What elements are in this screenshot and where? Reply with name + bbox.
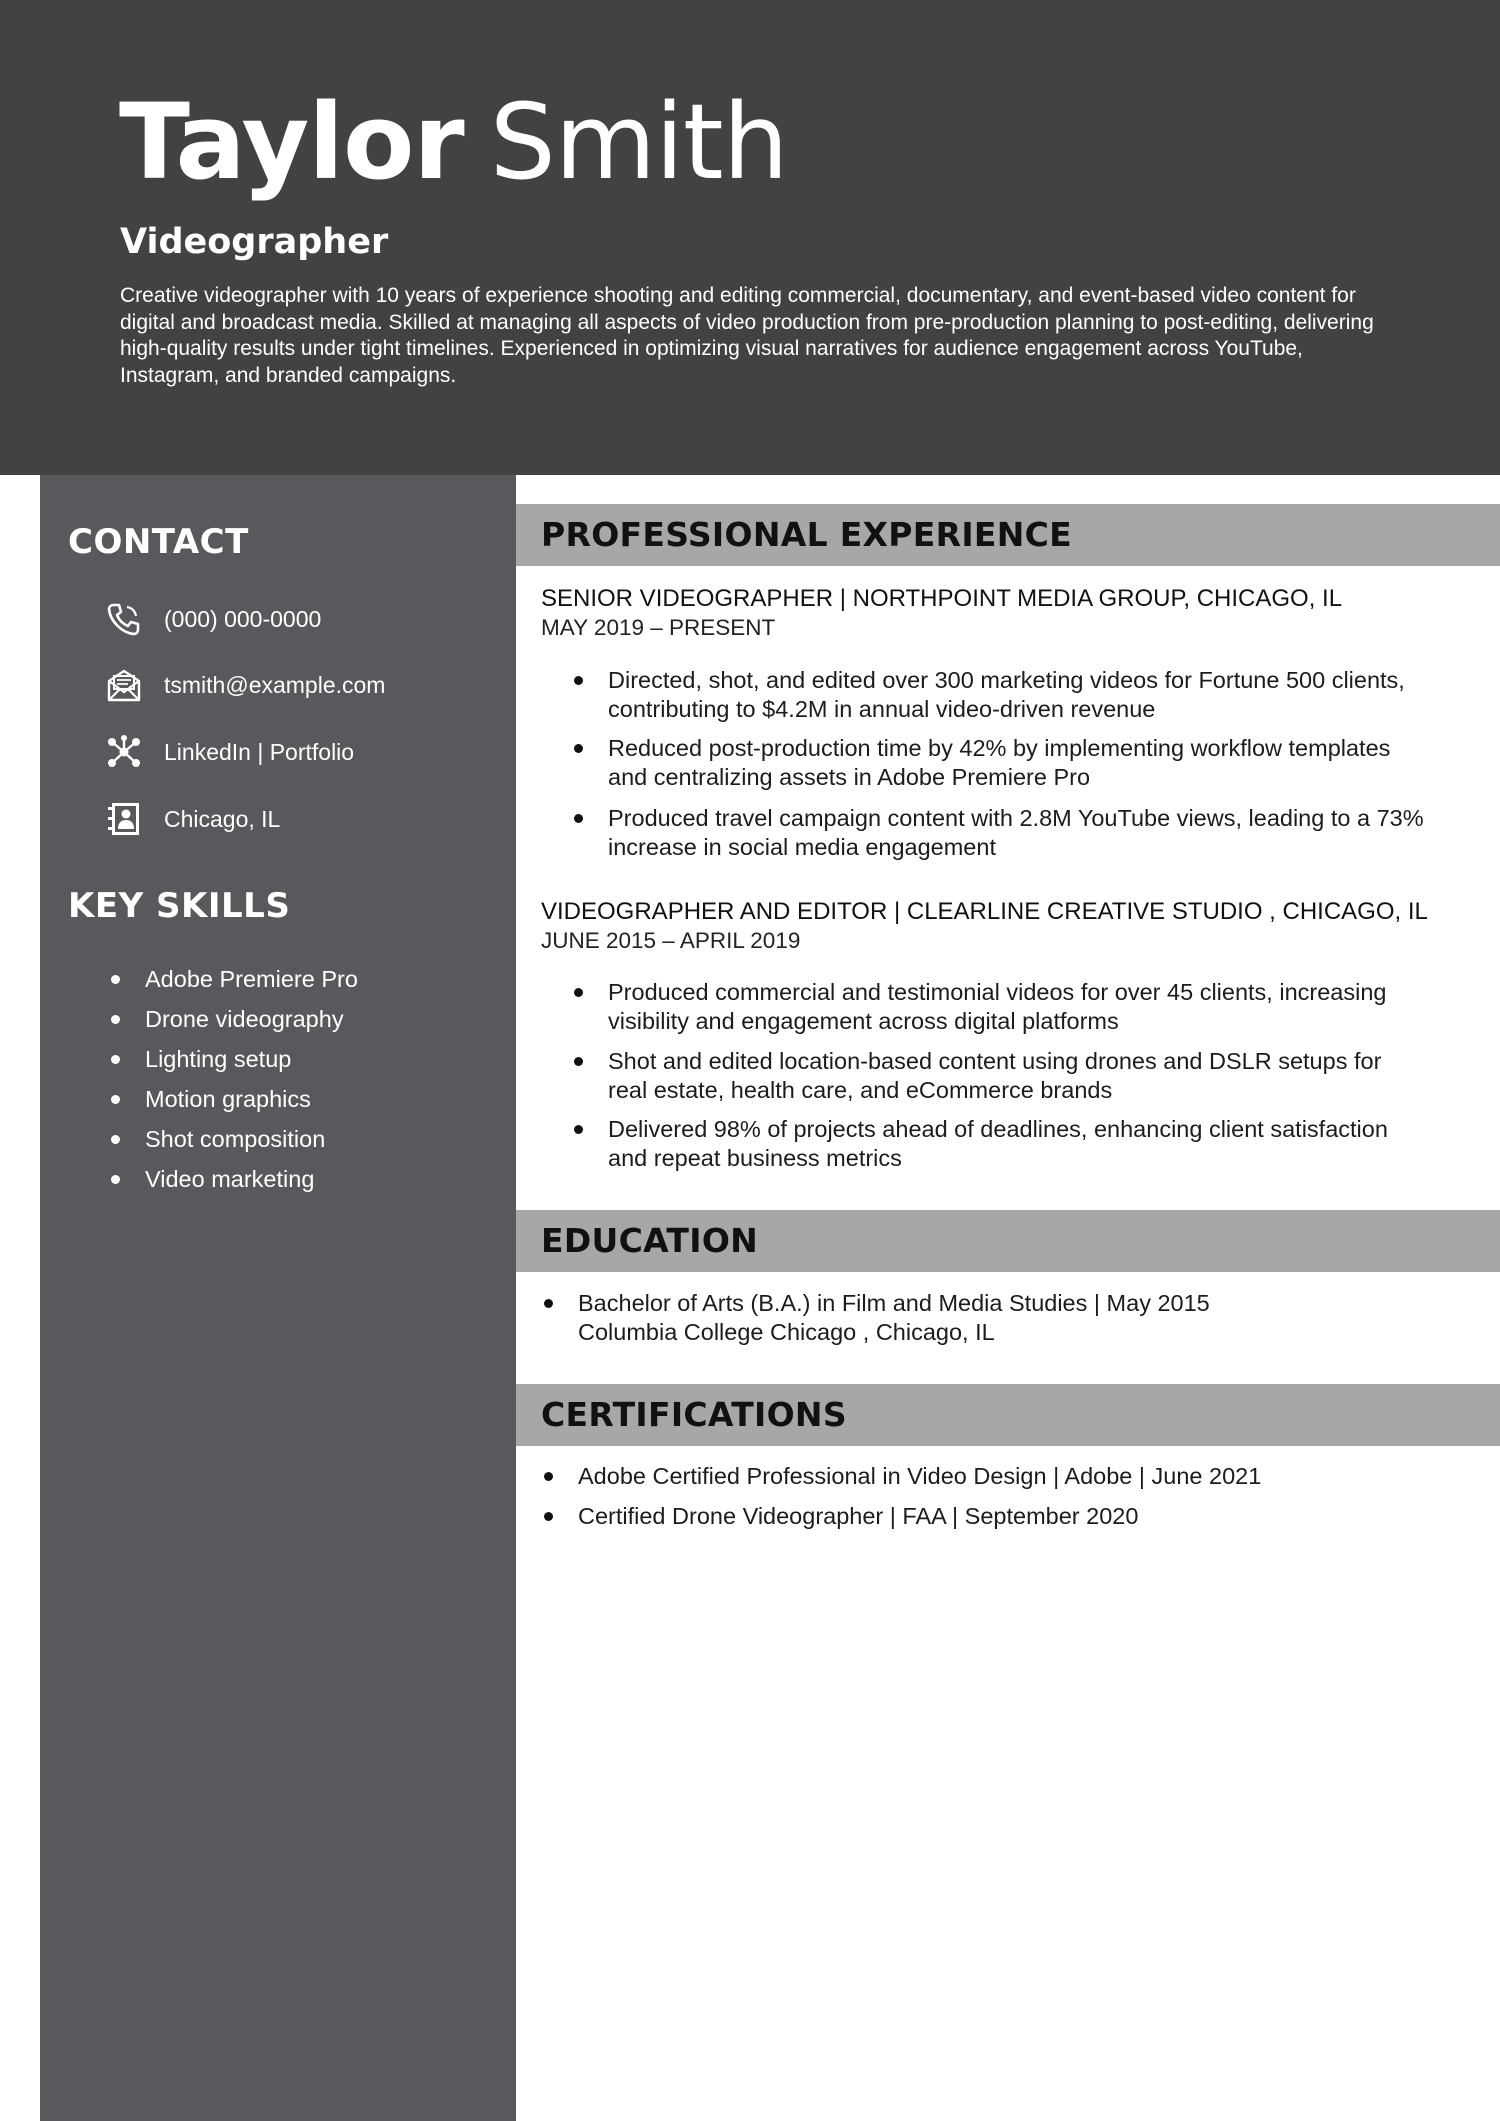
school-line: Columbia College Chicago , Chicago, IL <box>578 1318 995 1345</box>
experience-bullet <box>608 1047 1488 1104</box>
sidebar <box>40 475 516 2121</box>
bullet-line: visibility and engagement across digital platforms <box>608 1007 1119 1034</box>
location: Chicago, IL <box>164 806 281 832</box>
contact-phone <box>106 599 321 639</box>
certification-item: Certified Drone Videographer | FAA | September 2020 <box>578 1502 1458 1531</box>
job-dates: MAY 2019 – PRESENT <box>541 615 776 640</box>
last-name: Smith <box>489 81 788 203</box>
job-title-company: VIDEOGRAPHER AND EDITOR | CLEARLINE CREATIVE STUDIO , CHICAGO, IL <box>541 898 1428 925</box>
job-dates: JUNE 2015 – APRIL 2019 <box>541 928 801 953</box>
first-name: Taylor <box>119 81 464 203</box>
address-book-icon <box>106 801 142 837</box>
resume-header <box>0 0 1500 475</box>
bullet-line: Delivered 98% of projects ahead of deadlines, enhancing client satisfaction <box>608 1116 1388 1142</box>
professional-summary: Creative videographer with 10 years of experience shooting and editing commercial, documentary, and event-based video content for digital and broadcast media. Skilled at managing all aspects of video production from pre-production planning to post-editing, delivering high-quality results under tight timelines. Experienced in optimizing visual narratives for audience engagement across YouTube, Instagram, and branded campaigns. <box>120 284 1374 387</box>
experience-bullet <box>608 1115 1488 1172</box>
experience-section-bar <box>516 504 1500 566</box>
candidate-name <box>119 82 788 202</box>
skill-item: Shot composition <box>145 1126 326 1152</box>
experience-bullet <box>608 978 1488 1035</box>
phone-icon <box>106 601 142 637</box>
skill-item: Motion graphics <box>145 1086 311 1112</box>
linkedin-portfolio: LinkedIn | Portfolio <box>164 739 355 765</box>
contact-heading: CONTACT <box>68 522 249 562</box>
contact-location <box>106 799 280 839</box>
education-section-bar <box>516 1210 1500 1272</box>
phone-number: (000) 000-0000 <box>164 606 322 632</box>
skill-item: Adobe Premiere Pro <box>145 966 358 992</box>
job-title-company: SENIOR VIDEOGRAPHER | NORTHPOINT MEDIA GROUP, CHICAGO, IL <box>541 585 1343 612</box>
skill-item: Lighting setup <box>145 1046 292 1072</box>
contact-links <box>106 732 354 772</box>
key-skills-heading: KEY SKILLS <box>68 886 291 926</box>
bullet-line: Produced commercial and testimonial videos for over 45 clients, increasing <box>608 979 1387 1005</box>
bullet-line: and repeat business metrics <box>608 1144 902 1171</box>
bullet-line: Directed, shot, and edited over 300 marketing videos for Fortune 500 clients, <box>608 667 1405 693</box>
experience-heading: PROFESSIONAL EXPERIENCE <box>541 515 1073 554</box>
certifications-section-bar <box>516 1384 1500 1446</box>
network-icon <box>106 734 142 770</box>
skill-item: Drone videography <box>145 1006 344 1032</box>
education-item <box>578 1289 1458 1346</box>
email-address: tsmith@example.com <box>164 672 386 698</box>
bullet-line: contributing to $4.2M in annual video-driven revenue <box>608 695 1156 722</box>
bullet-line: Shot and edited location-based content using drones and DSLR setups for <box>608 1048 1382 1074</box>
bullet-line: increase in social media engagement <box>608 833 996 860</box>
certification-item: Adobe Certified Professional in Video Design | Adobe | June 2021 <box>578 1462 1458 1491</box>
experience-bullet <box>608 804 1488 861</box>
experience-bullet <box>608 734 1488 791</box>
certifications-heading: CERTIFICATIONS <box>541 1395 847 1434</box>
envelope-icon <box>106 667 142 703</box>
job-title: Videographer <box>120 222 389 262</box>
bullet-line: Produced travel campaign content with 2.8M YouTube views, leading to a 73% <box>608 805 1424 831</box>
education-heading: EDUCATION <box>541 1221 759 1260</box>
experience-bullet <box>608 666 1488 723</box>
bullet-line: and centralizing assets in Adobe Premiere Pro <box>608 763 1091 790</box>
skill-item: Video marketing <box>145 1166 315 1192</box>
bullet-line: Reduced post-production time by 42% by implementing workflow templates <box>608 735 1391 761</box>
degree-line: Bachelor of Arts (B.A.) in Film and Media Studies | May 2015 <box>578 1290 1210 1316</box>
bullet-line: real estate, health care, and eCommerce brands <box>608 1076 1113 1103</box>
contact-email <box>106 665 385 705</box>
